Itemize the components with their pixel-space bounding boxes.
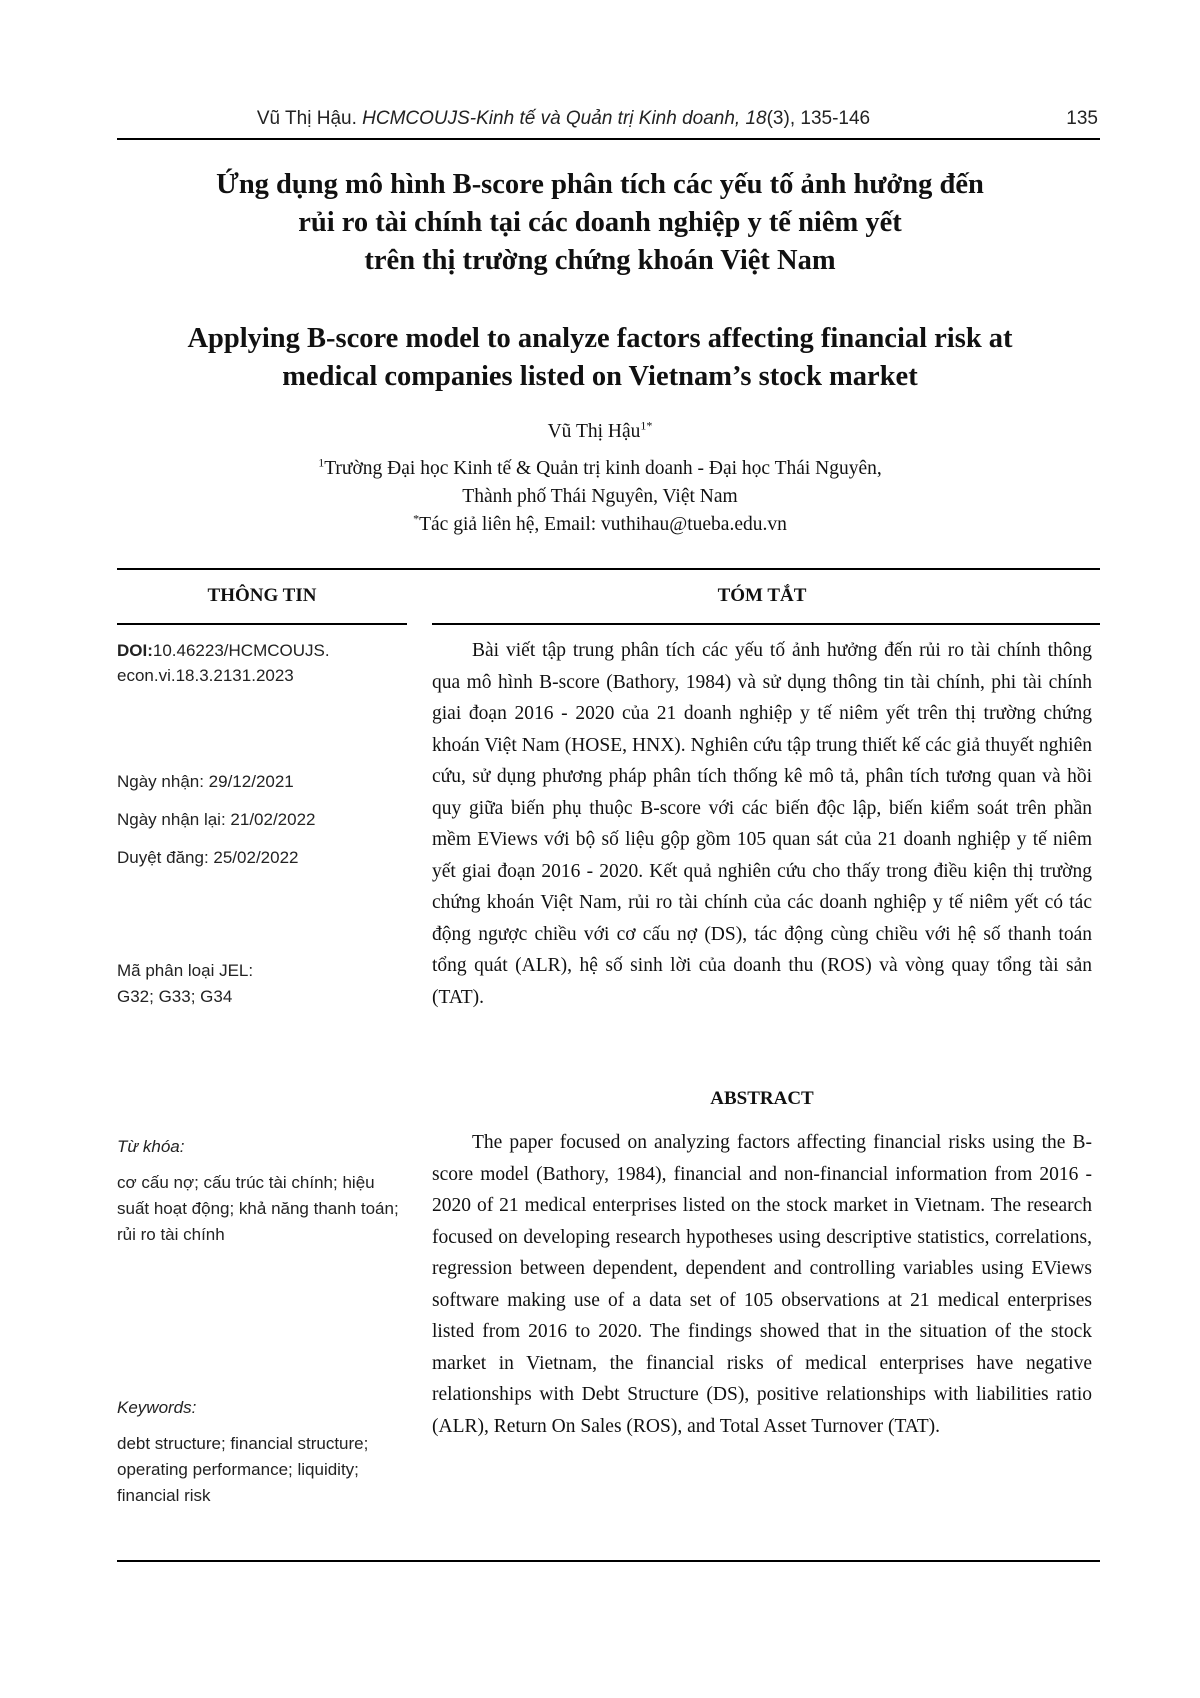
running-header <box>117 104 1100 134</box>
abstract-heading: ABSTRACT <box>710 1088 814 1109</box>
author-sup: 1* <box>640 418 653 433</box>
accepted-date: Duyệt đăng: 25/02/2022 <box>117 848 299 867</box>
info-heading: THÔNG TIN <box>207 585 317 606</box>
heading-rule-right <box>432 623 1100 625</box>
citation-author: Vũ Thị Hậu. <box>256 108 357 129</box>
affil-line2: Thành phố Thái Nguyên, Việt Nam <box>462 486 738 507</box>
doi-label: DOI: <box>117 641 153 660</box>
abstract-english <box>432 1127 1092 1442</box>
title-vi-line: rủi ro tài chính tại các doanh nghiệp y tế niêm yết <box>298 207 902 238</box>
author <box>150 418 1050 446</box>
citation-issue: (3), 135-146 <box>766 108 871 129</box>
title-en-line: Applying B-score model to analyze factors affecting financial risk at <box>187 323 1013 354</box>
doi-block <box>117 638 407 688</box>
citation-journal: HCMCOUJS-Kinh tế và Quản trị Kinh doanh, 18 <box>362 108 767 129</box>
keywords-vi-block <box>117 1134 407 1248</box>
heading-rule-left <box>117 623 407 625</box>
revised-date: Ngày nhận lại: 21/02/2022 <box>117 810 316 829</box>
summary-heading: TÓM TẮT <box>717 585 807 606</box>
keywords-en-block <box>117 1395 407 1509</box>
abstract-en-text: The paper focused on analyzing factors affecting financial risks using the B-score model (Bathory, 1984), financial and non-financial information from 2016 - 2020 of 21 medical enterprises listed on the stock market in Vietnam. The research focused on developing research hypotheses using descriptive statistics, correlations, regression between dependent, dependent and controlling variables using EViews software making use of a data set of 105 observations at 21 medical enterprises listed from 2016 to 2020. The findings showed that in the situation of the stock market in Vietnam, the financial risks of medical enterprises have negative relationships with Debt Structure (DS), positive relationships with liabilities ratio (ALR), Return On Sales (ROS), and Total Asset Turnover (TAT). <box>432 1132 1092 1437</box>
title-vi-line: trên thị trường chứng khoán Việt Nam <box>364 245 836 276</box>
bottom-rule <box>117 1560 1100 1562</box>
section-top-rule <box>117 568 1100 570</box>
corresponding-author: Tác giả liên hệ, Email: vuthihau@tueba.edu.vn <box>419 514 787 535</box>
abstract-vietnamese <box>432 635 1092 1013</box>
jel-codes: G32; G33; G34 <box>117 987 233 1006</box>
keywords-en-label: Keywords: <box>117 1398 197 1417</box>
doi-value-cont[interactable]: econ.vi.18.3.2131.2023 <box>117 666 294 685</box>
citation <box>117 108 1010 130</box>
title-english <box>100 320 1100 396</box>
affil-line1: Trường Đại học Kinh tế & Quản trị kinh doanh - Đại học Thái Nguyên, <box>324 458 882 479</box>
affiliation <box>150 455 1050 539</box>
keywords-vi-label: Từ khóa: <box>117 1137 185 1156</box>
keywords-en: debt structure; financial structure; operating performance; liquidity; financial risk <box>117 1434 369 1505</box>
title-vi-line: Ứng dụng mô hình B-score phân tích các yếu tố ảnh hưởng đến <box>216 169 984 200</box>
keywords-vi: cơ cấu nợ; cấu trúc tài chính; hiệu suất hoạt động; khả năng thanh toán; rủi ro tài chính <box>117 1173 399 1244</box>
dates-block <box>117 763 407 877</box>
abstract-vi-text: Bài viết tập trung phân tích các yếu tố ảnh hưởng đến rủi ro tài chính thông qua mô hình B-score (Bathory, 1984) và sử dụng thông tin tài chính, phi tài chính giai đoạn 2016 - 2020 của 21 doanh nghiệp y tế niêm yết trên thị trường chứng khoán Việt Nam (HOSE, HNX). Nghiên cứu tập trung thiết kế các giả thuyết nghiên cứu, sử dụng phương pháp phân tích thống kê mô tả, phân tích tương quan và hồi quy giữa biến phụ thuộc B-score với các biến độc lập, biến kiểm soát trên phần mềm EViews với bộ số liệu gộp gồm 105 quan sát của 21 doanh nghiệp y tế niêm yết giai đoạn 2016 - 2020. Kết quả nghiên cứu cho thấy trong điều kiện thị trường chứng khoán Việt Nam, rủi ro tài chính của các doanh nghiệp y tế niêm yết có tác động ngược chiều với cơ cấu nợ (DS), tác động cùng chiều với hệ số thanh toán tổng quát (ALR), hệ số sinh lời của doanh thu (ROS) và vòng quay tổng tài sản (TAT). <box>432 640 1092 1008</box>
affil-sup: 1 <box>318 455 325 470</box>
title-en-line: medical companies listed on Vietnam’s stock market <box>282 361 918 392</box>
jel-label: Mã phân loại JEL: <box>117 961 254 980</box>
doi-value[interactable]: 10.46223/HCMCOUJS. <box>152 641 330 660</box>
page-number: 135 <box>1066 108 1098 129</box>
title-vietnamese <box>150 166 1050 280</box>
jel-block <box>117 958 407 1010</box>
header-rule <box>117 138 1100 140</box>
corresponding-sup: * <box>413 511 420 526</box>
received-date: Ngày nhận: 29/12/2021 <box>117 772 294 791</box>
author-name: Vũ Thị Hậu <box>547 421 641 442</box>
